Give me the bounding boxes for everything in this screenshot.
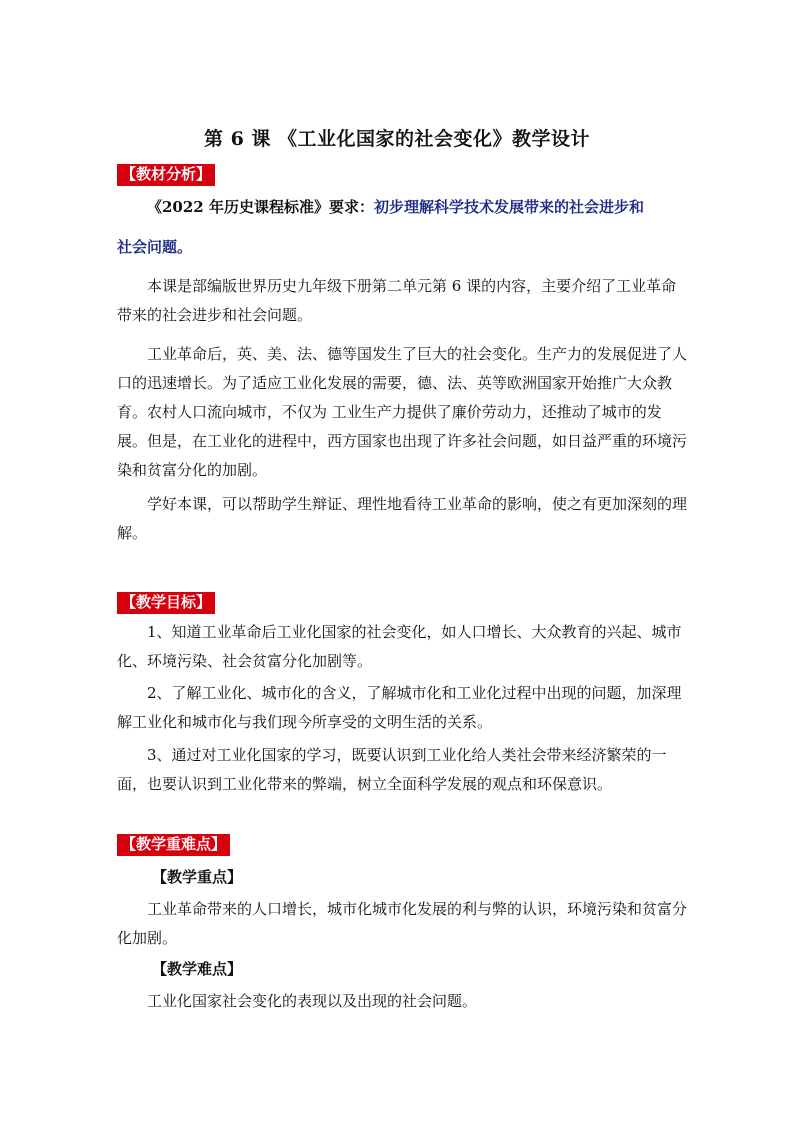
- section-tag-analysis: 【教材分析】: [117, 164, 215, 186]
- goal-text: 3、通过对工业化国家的学习，既要认识到工业化给人类社会带来经济繁荣的一面，也要认识到工业化带来的弊端，树立全面科学发展的观点和环保意识。: [117, 746, 667, 793]
- goal-item-1: [117, 618, 687, 676]
- goal-item-2: [117, 679, 687, 737]
- analysis-paragraph-2: [117, 340, 687, 485]
- goal-text: 1、知道工业革命后工业化国家的社会变化，如人口增长、大众教育的兴起、城市化、环境污染、社会贫富分化加剧等。: [117, 623, 682, 670]
- difficulty-label: 【教学难点】: [152, 960, 243, 978]
- curriculum-standard-prefix: 《2022 年历史课程标准》要求：: [147, 198, 374, 216]
- curriculum-standard-line: [147, 196, 644, 217]
- difficulty-text: 工业化国家社会变化的表现以及出现的社会问题。: [147, 992, 478, 1010]
- document-title: 第 6 课 《工业化国家的社会变化》教学设计: [203, 128, 591, 150]
- difficulty-paragraph: [117, 987, 687, 1016]
- paragraph-text: 本课是部编版世界历史九年级下册第二单元第 6 课的内容，主要介绍了工业革命带来的社会进步和社会问题。: [117, 277, 677, 324]
- focus-text: 工业革命带来的人口增长，城市化城市化发展的利与弊的认识，环境污染和贫富分化加剧。: [117, 900, 688, 947]
- curriculum-standard-requirement: 初步理解科学技术发展带来的社会进步和: [373, 198, 644, 216]
- focus-paragraph: [117, 895, 687, 953]
- paragraph-text: 工业革命后，英、美、法、德等国发生了巨大的社会变化。生产力的发展促进了人口的迅速增长。为了适应工业化发展的需要，德、法、英等欧洲国家开始推广大众教育。农村人口流向城市，不仅为 工业生产力提供了廉价劳动力，还推动了城市的发展。但是，在工业化的进程中，西方国家也出现了许多社会问题，如日益严重的环境污染和贫富分化的加剧。: [117, 345, 688, 479]
- paragraph-text: 学好本课，可以帮助学生辩证、理性地看待工业革命的影响，使之有更加深刻的理解。: [117, 495, 688, 542]
- curriculum-standard-requirement-cont: 社会问题。: [117, 238, 193, 256]
- goal-item-3: [117, 741, 687, 799]
- focus-label: 【教学重点】: [152, 868, 243, 886]
- section-tag-goals: 【教学目标】: [117, 592, 215, 614]
- analysis-paragraph-3: [117, 490, 687, 548]
- goal-text: 2、了解工业化、城市化的含义，了解城市化和工业化过程中出现的问题，加深理解工业化和城市化与我们现今所享受的文明生活的关系。: [117, 684, 682, 731]
- analysis-paragraph-1: [117, 272, 687, 330]
- section-tag-key-points: 【教学重难点】: [117, 834, 230, 856]
